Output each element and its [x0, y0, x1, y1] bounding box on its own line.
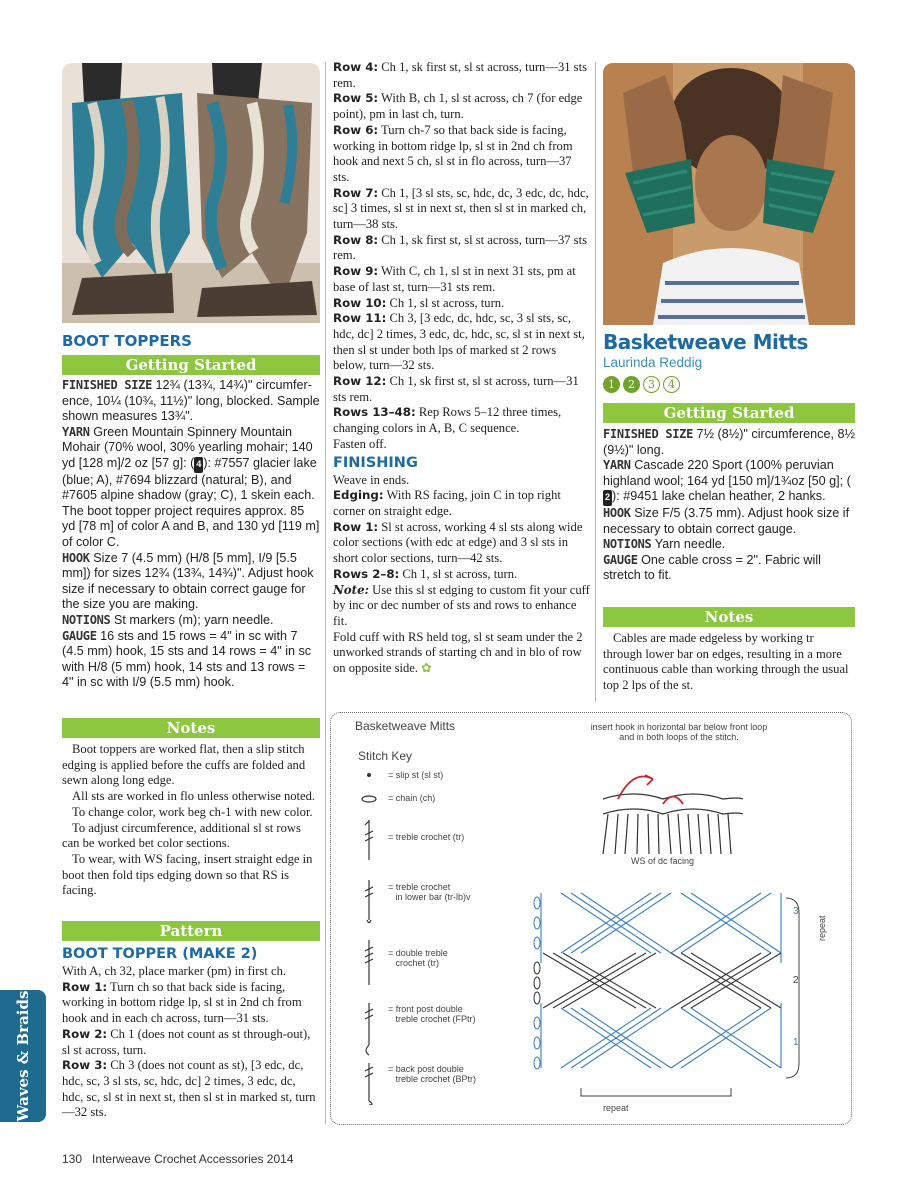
end-flower-icon: ✿: [421, 661, 432, 676]
note-paragraph: Cables are made edgeless by working tr through lower bar on edges, resulting in a more continuous cable than working through the usual top 2 lps of the st.: [603, 631, 849, 693]
yarn-label: YARN: [62, 424, 90, 439]
stitch-illustration: [593, 769, 753, 859]
row-label: Row 12:: [333, 374, 387, 389]
row-text: Ch 3 (does not count as st), [3 edc, dc, hdc, sc, 3 sl sts, sc, hdc, dc] 2 times, 3 edc, dc, hdc, sc, sl st in next st, then sl st in marked st, turn—32 sts.: [62, 1058, 316, 1120]
mitts-getting-started-bar: Getting Started: [603, 403, 855, 423]
row-label: Row 4:: [333, 60, 379, 74]
hook-value: Size F/5 (3.75 mm). Adjust hook size if necessary to obtain correct gauge.: [603, 505, 850, 536]
boot-toppers-photo: [62, 63, 320, 323]
stitch-key-title: Stitch Key: [358, 749, 413, 763]
boot-notes: [62, 742, 320, 899]
row-label: Row 11:: [333, 311, 387, 326]
pattern-bar: Pattern: [62, 921, 320, 941]
edging-label: Edging:: [333, 488, 384, 503]
key-label: = treble crochet in lower bar (tr-lb)v: [388, 882, 471, 902]
column-divider: [325, 62, 326, 1124]
row-label: Rows 2–8:: [333, 566, 400, 581]
pattern-title: BOOT TOPPER (MAKE 2): [62, 946, 258, 962]
hook-label: HOOK: [603, 505, 631, 520]
key-label: = double treble crochet (tr): [388, 948, 448, 968]
boot-specs: [62, 378, 320, 691]
row-number: 3: [793, 906, 799, 917]
key-label: = chain (ch): [388, 793, 436, 803]
note-text: Use this sl st edging to custom fit your cuff by inc or dec number of sts and rows to enhance fit.: [333, 582, 590, 628]
row-number: 2: [793, 975, 799, 986]
fold-text: Fold cuff with RS held tog, sl st seam under the 2 unworked strands of starting ch and in blo of row on opposite side.: [333, 629, 583, 676]
row-number: 1: [793, 1037, 799, 1048]
row-label: Row 6:: [333, 122, 379, 137]
gauge-label: GAUGE: [62, 628, 97, 643]
row-text: With B, ch 1, sl st across, ch 7 (for edge point), pm in last ch, turn.: [333, 91, 583, 122]
boot-pattern: [62, 944, 320, 1121]
row-text: Ch 1, [3 sl sts, sc, hdc, dc, 3 edc, dc, hdc, sc] 3 times, sl st in next st, then sl st in marked ch, turn—38 sts.: [333, 185, 589, 232]
notes-bar: Notes: [62, 718, 320, 738]
notions-label: NOTIONS: [62, 612, 111, 627]
note-label: Note:: [333, 582, 369, 597]
skill-level-icon: 2: [623, 376, 640, 393]
ws-facing-label: WS of dc facing: [631, 856, 695, 866]
page-footer: [62, 1152, 294, 1166]
mitts-title: Basketweave Mitts: [603, 330, 808, 354]
row-label: Row 7:: [333, 185, 379, 200]
finished-size-label: FINISHED SIZE: [603, 427, 694, 441]
stitch-diagram: [330, 712, 852, 1125]
row-label: Row 3:: [62, 1058, 108, 1073]
gauge-value: One cable cross = 2". Fabric will stretch to fit.: [603, 552, 821, 583]
repeat-bottom-label: repeat: [603, 1103, 629, 1113]
row-label: Row 1:: [62, 979, 108, 994]
weave-in: Weave in ends.: [333, 472, 410, 487]
row-label: Row 5:: [333, 91, 379, 106]
yarn-weight-badge: 4: [194, 457, 203, 473]
getting-started-bar: Getting Started: [62, 355, 320, 375]
finished-size-label: FINISHED SIZE: [62, 378, 153, 392]
note-paragraph: To wear, with WS facing, insert straight edge in boot then fold tips edging down so that RS is facing.: [62, 851, 313, 898]
column-divider: [595, 62, 596, 702]
repeat-side-label: repeat: [817, 915, 827, 941]
fasten-off: Fasten off.: [333, 436, 387, 451]
finishing-title: FINISHING: [333, 454, 418, 471]
row-label: Row 8:: [333, 232, 379, 247]
gauge-label: GAUGE: [603, 552, 638, 567]
notions-label: NOTIONS: [603, 537, 652, 552]
row-text: Rep Rows 5–12 three times, changing colors in A, B, C sequence.: [333, 405, 562, 436]
row-text: Ch 1, sl st across, turn.: [389, 295, 505, 310]
row-text: Ch 1, sk first st, sl st across, turn—37 sts rem.: [333, 232, 587, 263]
yarn-value-a: Cascade 220 Sport (100% peruvian highland wool; 164 yd [150 m]/1¾oz [50 g]; (: [603, 458, 851, 488]
row-text: Ch 1 (does not count as st through-out), sl st across, turn.: [62, 1026, 311, 1057]
note-paragraph: To change color, work beg ch-1 with new color.: [72, 804, 313, 819]
repeat-bracket: [576, 1086, 736, 1106]
diagram-title: Basketweave Mitts: [355, 719, 456, 733]
edging-text: With RS facing, join C in top right corner on straight edge.: [333, 488, 561, 518]
key-label: = treble crochet (tr): [388, 832, 465, 842]
cable-chart: [531, 883, 801, 1093]
skill-level-icon: 4: [663, 376, 680, 393]
publication-name: Interweave Crochet Accessories 2014: [92, 1152, 294, 1166]
row-text: Turn ch-7 so that back side is facing, working in bottom ridge lp, sl st in 2nd ch from hook and next 5 ch, sl st in flo across, turn—37 sts.: [333, 122, 573, 184]
row-text: Ch 1, sk first st, sl st across, turn—31 sts rem.: [333, 374, 579, 404]
yarn-value-a: Green Mountain Spinnery Mountain Mohair (70% wool, 30% yearling mohair; 140 yd [128 m]/2 oz [57 g]: (: [62, 424, 313, 470]
mitts-designer: Laurinda Reddig: [603, 355, 703, 370]
hook-label: HOOK: [62, 550, 90, 565]
row-text: Sl st across, working 4 sl sts along wide color sections (with edc at edge) and 3 sl sts in short color sections, turn—42 sts.: [333, 519, 583, 566]
pattern-intro: With A, ch 32, place marker (pm) in first ch.: [62, 964, 287, 978]
mitts-notes: [603, 631, 855, 694]
note-paragraph: All sts are worked in flo unless otherwise noted.: [72, 789, 316, 804]
yarn-weight-badge: 2: [603, 490, 612, 506]
note-paragraph: To adjust circumference, additional sl st rows can be worked bet color sections.: [62, 820, 301, 851]
yarn-value-b: ): #7557 glacier lake (blue; A), #7694 blizzard (natural; B), and #7605 alpine shadow (gray; C), 1 skein each. The boot topper project requires approx. 85 yd [78 m] of color A and B, and 130 yd [119 m] of color C.: [62, 455, 320, 549]
page-number: 130: [62, 1152, 83, 1166]
hook-value: Size 7 (4.5 mm) (H/8 [5 mm], I/9 [5.5 mm]) for sizes 12¾ (13¾, 14¾)". Adjust hook size if necessary to obtain correct gauge for the size you are making.: [62, 550, 314, 612]
note-paragraph: Boot toppers are worked flat, then a slip stitch edging is applied before the cuffs are folded and sewn along long edge.: [62, 742, 306, 788]
skill-level-icons: [603, 375, 855, 393]
row-label: Row 10:: [333, 295, 387, 310]
yarn-value-b: ): #9451 lake chelan heather, 2 hanks.: [612, 489, 826, 504]
boot-toppers-title: BOOT TOPPERS: [62, 332, 192, 350]
row-text: Ch 1, sk first st, sl st across, turn—31 sts rem.: [333, 60, 587, 90]
key-label: = slip st (sl st): [388, 770, 444, 780]
row-text: Ch 3, [3 edc, dc, hdc, sc, 3 sl sts, sc, hdc, dc] 2 times, 3 edc, dc, hdc, sc, sl st in next st, then sl st under both lps of marked st 2 rows below, turn—32 sts.: [333, 311, 585, 373]
finished-size-value: 12¾ (13¾, 14¾)" circumfer-ence, 10¼ (10¾, 11½)" long, blocked. Sample shown measures 13¾".: [62, 378, 320, 424]
gauge-value: 16 sts and 15 rows = 4" in sc with 7 (4.5 mm) hook, 15 sts and 14 rows = 4" in sc with H/8 (5 mm) hook, 14 sts and 13 rows = 4" in sc with I/9 (5.5 mm) hook.: [62, 628, 312, 690]
mitts-model-photo: [603, 63, 855, 325]
mitts-specs: [603, 427, 855, 584]
row-label: Row 9:: [333, 264, 379, 279]
notions-value: Yarn needle.: [654, 537, 726, 552]
section-side-tab-label: Waves & Braids: [14, 990, 32, 1122]
row-text: Ch 1, sl st across, turn.: [402, 566, 518, 581]
middle-pattern: [333, 60, 591, 677]
skill-level-icon: 1: [603, 376, 620, 393]
row-text: Turn ch so that back side is facing, working in bottom ridge lp, sl st in 2nd ch from hook and in each ch across, turn—31 sts.: [62, 979, 302, 1026]
row-label: Rows 13–48:: [333, 405, 416, 420]
stitch-key-symbols: [359, 765, 389, 1105]
notions-value: St markers (m); yarn needle.: [113, 612, 274, 627]
yarn-label: YARN: [603, 458, 631, 473]
key-label: = front post double treble crochet (FPtr): [388, 1004, 476, 1024]
row-text: With C, ch 1, sl st in next 31 sts, pm at base of last st, turn—31 sts rem.: [333, 264, 576, 294]
row-label: Row 2:: [62, 1026, 108, 1041]
insert-hook-note: insert hook in horizontal bar below front loop and in both loops of the stitch.: [590, 722, 768, 742]
skill-level-icon: 3: [643, 376, 660, 393]
finished-size-value: 7½ (8½)" circumference, 8½ (9½)" long.: [603, 427, 855, 457]
section-side-tab: [0, 990, 46, 1122]
key-label: = back post double treble crochet (BPtr): [388, 1064, 477, 1084]
row-label: Row 1:: [333, 519, 379, 534]
mitts-notes-bar: Notes: [603, 607, 855, 627]
